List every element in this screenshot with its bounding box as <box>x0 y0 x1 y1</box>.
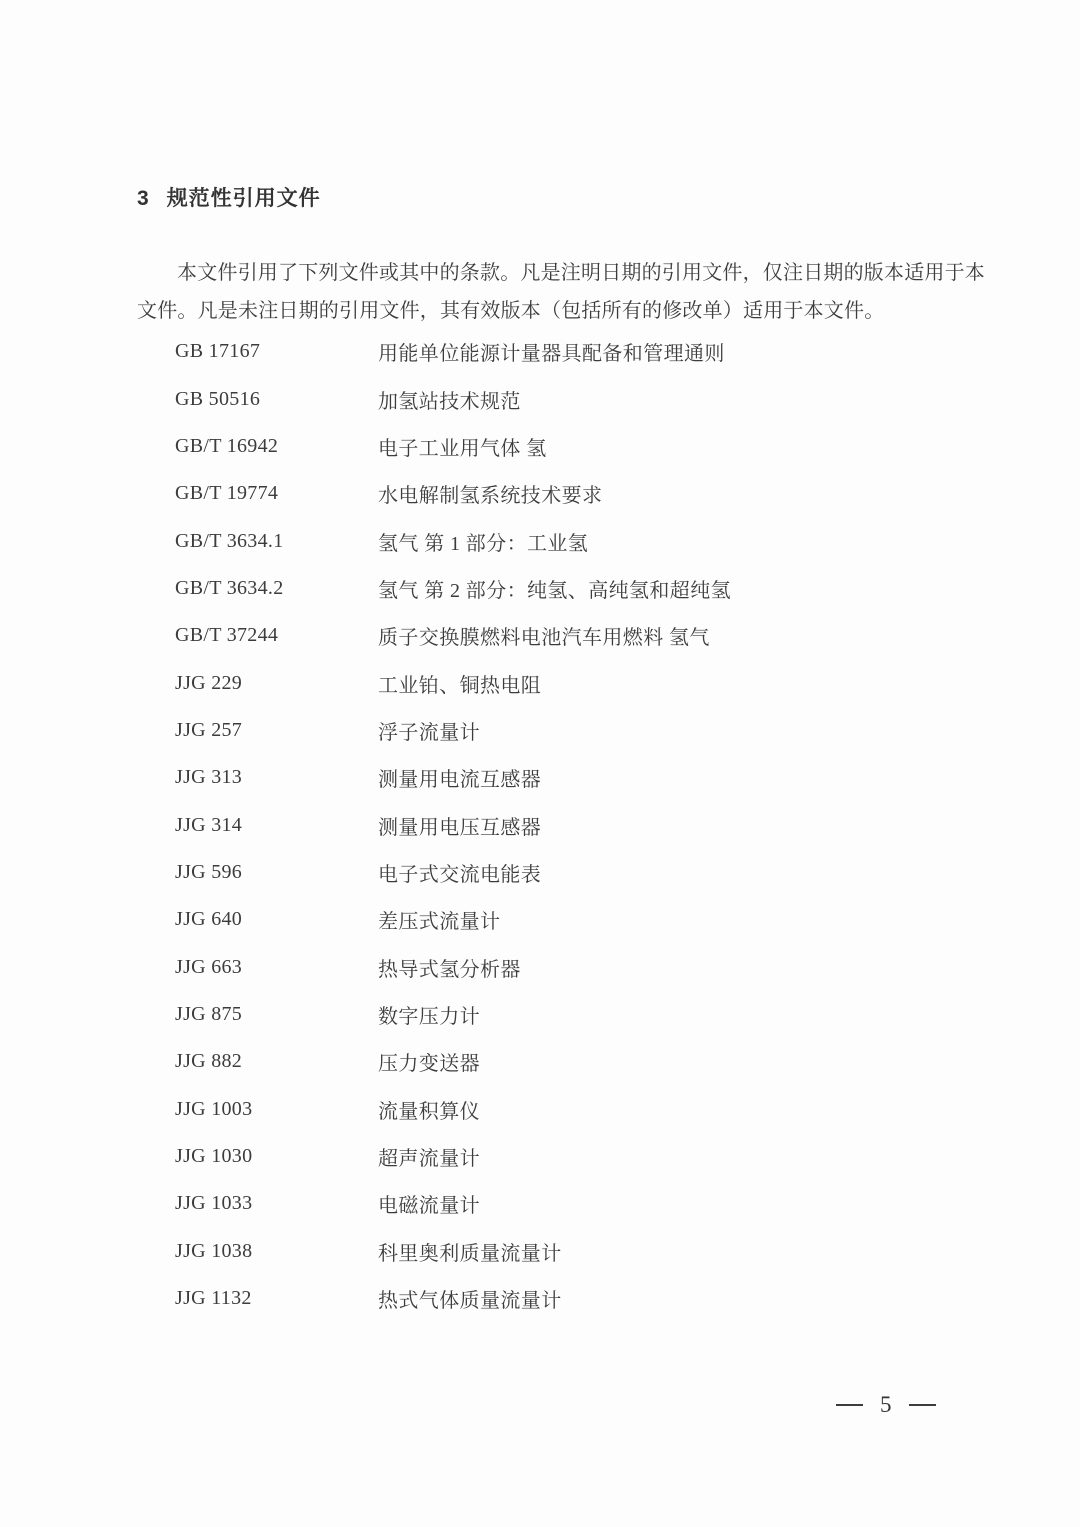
reference-code: JJG 314 <box>175 813 243 836</box>
reference-title: 加氢站技术规范 <box>378 390 521 413</box>
reference-title: 电子式交流电能表 <box>378 863 542 886</box>
reference-row <box>175 1180 955 1227</box>
reference-code: JJG 313 <box>175 766 243 789</box>
reference-row <box>175 328 955 375</box>
reference-code: JJG 663 <box>175 955 243 978</box>
reference-title: 浮子流量计 <box>378 721 480 744</box>
reference-row <box>175 707 955 754</box>
references-list <box>175 328 955 1322</box>
reference-row <box>175 849 955 896</box>
reference-code: JJG 640 <box>175 908 243 931</box>
reference-title: 压力变送器 <box>378 1053 480 1076</box>
reference-row <box>175 1038 955 1085</box>
reference-title: 水电解制氢系统技术要求 <box>378 485 603 508</box>
reference-title: 流量积算仪 <box>378 1100 480 1123</box>
reference-title: 超声流量计 <box>378 1148 480 1171</box>
reference-row <box>175 517 955 564</box>
reference-code: JJG 1003 <box>175 1097 253 1120</box>
reference-row <box>175 991 955 1038</box>
reference-title: 数字压力计 <box>378 1005 480 1028</box>
section-heading <box>137 182 321 212</box>
section-number: 3 <box>137 187 150 210</box>
reference-title: 工业铂、铜热电阻 <box>378 674 542 697</box>
reference-code: JJG 1033 <box>175 1192 253 1215</box>
reference-code: GB 50516 <box>175 387 261 410</box>
reference-row <box>175 754 955 801</box>
reference-row <box>175 565 955 612</box>
reference-row <box>175 612 955 659</box>
page-number: 5 <box>880 1392 892 1417</box>
reference-title: 电磁流量计 <box>378 1195 480 1218</box>
reference-row <box>175 943 955 990</box>
reference-title: 氢气 第 2 部分：纯氢、高纯氢和超纯氢 <box>378 579 731 602</box>
page-number-footer <box>836 1392 936 1418</box>
reference-code: GB/T 16942 <box>175 434 279 457</box>
reference-row <box>175 801 955 848</box>
reference-row <box>175 470 955 517</box>
reference-title: 测量用电压互感器 <box>378 816 542 839</box>
reference-row <box>175 375 955 422</box>
section-title: 规范性引用文件 <box>166 187 321 210</box>
reference-code: JJG 1132 <box>175 1287 252 1310</box>
reference-title: 热导式氢分析器 <box>378 958 521 981</box>
reference-row <box>175 1228 955 1275</box>
reference-code: GB/T 3634.2 <box>175 576 284 599</box>
reference-row <box>175 1086 955 1133</box>
reference-code: GB/T 37244 <box>175 624 279 647</box>
reference-code: JJG 1030 <box>175 1145 253 1168</box>
reference-title: 电子工业用气体 氢 <box>378 437 547 460</box>
reference-row <box>175 423 955 470</box>
reference-title: 测量用电流互感器 <box>378 769 542 792</box>
reference-title: 氢气 第 1 部分：工业氢 <box>378 532 589 555</box>
reference-code: JJG 229 <box>175 671 243 694</box>
reference-title: 热式气体质量流量计 <box>378 1290 562 1313</box>
reference-code: JJG 882 <box>175 1050 243 1073</box>
intro-line-1: 本文件引用了下列文件或其中的条款。凡是注明日期的引用文件，仅注日期的版本适用于本 <box>177 262 985 284</box>
reference-title: 用能单位能源计量器具配备和管理通则 <box>378 343 725 366</box>
reference-row <box>175 1133 955 1180</box>
reference-row <box>175 896 955 943</box>
reference-row <box>175 659 955 706</box>
reference-title: 质子交换膜燃料电池汽车用燃料 氢气 <box>378 627 710 650</box>
reference-title: 科里奥利质量流量计 <box>378 1242 562 1265</box>
reference-code: GB 17167 <box>175 340 261 363</box>
reference-code: JJG 875 <box>175 1002 243 1025</box>
reference-code: GB/T 3634.1 <box>175 529 284 552</box>
reference-code: JJG 596 <box>175 860 243 883</box>
footer-right-dash <box>909 1404 936 1407</box>
reference-code: JJG 257 <box>175 718 243 741</box>
intro-line-2: 文件。凡是未注日期的引用文件，其有效版本（包括所有的修改单）适用于本文件。 <box>137 300 885 322</box>
intro-paragraph <box>137 254 985 330</box>
reference-row <box>175 1275 955 1322</box>
reference-code: GB/T 19774 <box>175 482 279 505</box>
footer-left-dash <box>836 1404 863 1407</box>
reference-title: 差压式流量计 <box>378 911 501 934</box>
reference-code: JJG 1038 <box>175 1239 253 1262</box>
